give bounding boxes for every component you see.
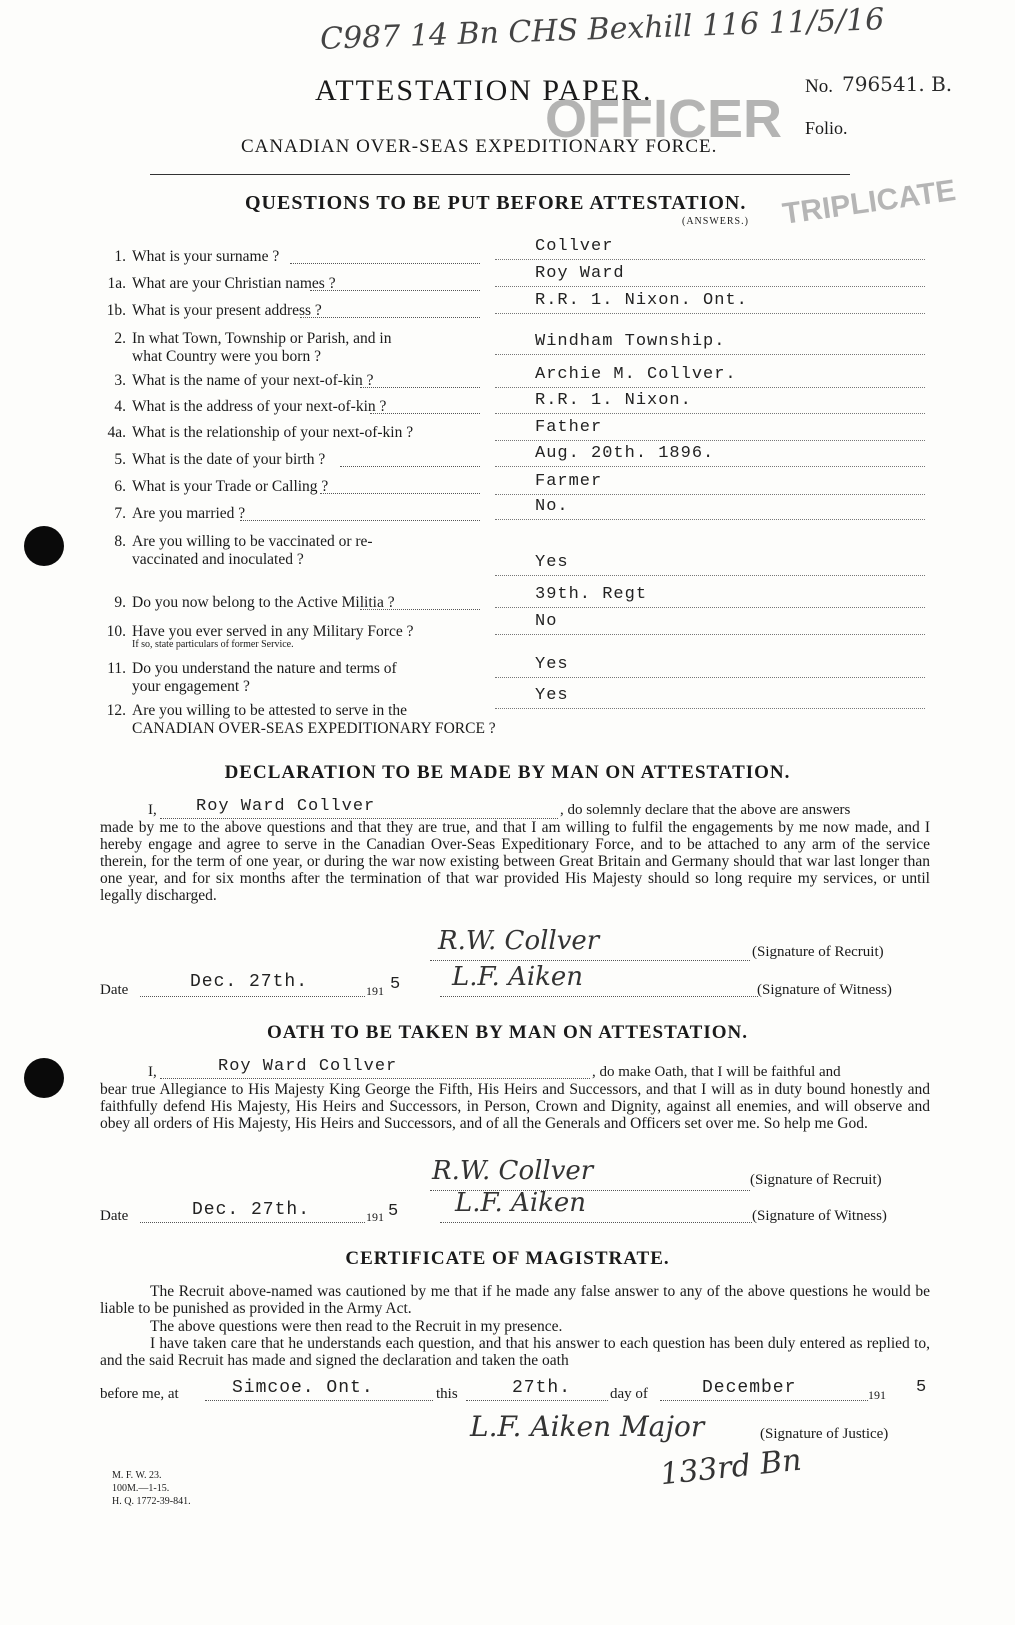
form-subtitle: CANADIAN OVER-SEAS EXPEDITIONARY FORCE. [241, 136, 718, 157]
certificate-heading: CERTIFICATE OF MAGISTRATE. [345, 1248, 670, 1269]
oath-name: Roy Ward Collver [218, 1057, 398, 1076]
answer-value: Yes [535, 686, 569, 705]
certificate-day: 27th. [512, 1378, 572, 1398]
dotted-line [320, 493, 480, 494]
top-handwritten-note: C987 14 Bn CHS Bexhill 116 11/5/16 [319, 2, 885, 57]
dotted-line [440, 996, 758, 997]
triplicate-stamp: TRIPLICATE [780, 174, 958, 231]
oath-recruit-signature: R.W. Collver [432, 1156, 594, 1186]
question-row [106, 330, 391, 366]
certificate-para-3: I have taken care that he understands each question, and that his answer to each question has been duly entered as replied to, and the said Recruit has made and signed the declaration and taken the oath [100, 1335, 930, 1369]
question-text: Are you willing to be vaccinated or re- [132, 533, 373, 550]
question-number: 1. [114, 248, 126, 265]
declaration-recruit-label: (Signature of Recruit) [752, 944, 884, 960]
question-row [106, 275, 336, 293]
declaration-date-label: Date [100, 982, 129, 998]
declaration-witness-label: (Signature of Witness) [757, 982, 892, 998]
answer-value: Windham Township. [535, 332, 726, 351]
question-row [106, 660, 397, 696]
answer-value: Collver [535, 237, 614, 256]
question-text: What is the relationship of your next-of-kin ? [132, 424, 414, 441]
dotted-line [310, 290, 480, 291]
dotted-line [140, 1222, 365, 1223]
question-text: Do you now belong to the Active Militia ? [132, 594, 395, 611]
declaration-year-suffix: 5 [390, 975, 402, 994]
answer-line [495, 440, 925, 441]
question-number: 9. [114, 594, 126, 611]
dotted-line [466, 1400, 608, 1401]
answer-line [495, 286, 925, 287]
question-text: Are you married ? [132, 505, 246, 522]
declaration-witness-signature: L.F. Aiken [452, 962, 584, 992]
question-row [106, 302, 322, 320]
questions-heading: QUESTIONS TO BE PUT BEFORE ATTESTATION. [245, 192, 747, 214]
question-text-continued: If so, state particulars of former Service. [132, 639, 294, 650]
certificate-place: Simcoe. Ont. [232, 1378, 374, 1398]
question-row [106, 478, 328, 496]
declaration-date-value: Dec. 27th. [190, 972, 309, 992]
dotted-line [370, 413, 480, 414]
punch-hole [24, 1058, 64, 1098]
dotted-line [360, 387, 480, 388]
answer-value: Farmer [535, 472, 603, 491]
declaration-name: Roy Ward Collver [196, 797, 376, 816]
question-number: 4. [114, 398, 126, 415]
answer-line [495, 607, 925, 608]
unit-note: 133rd Bn [658, 1442, 804, 1493]
question-number: 6. [114, 478, 126, 495]
oath-heading: OATH TO BE TAKEN BY MAN ON ATTESTATION. [266, 1022, 749, 1043]
justice-label: (Signature of Justice) [760, 1426, 889, 1442]
answer-value: Yes [535, 553, 569, 572]
question-text: What is your present address ? [132, 302, 322, 319]
answer-line [495, 259, 925, 260]
answer-value: Archie M. Collver. [535, 365, 737, 384]
question-number: 7. [114, 505, 126, 522]
question-text: What is your Trade or Calling ? [132, 478, 329, 495]
answer-value: R.R. 1. Nixon. Ont. [535, 291, 748, 310]
question-row [106, 533, 373, 569]
answer-line [495, 413, 925, 414]
oath-witness-signature: L.F. Aiken [455, 1188, 587, 1218]
dotted-line [300, 317, 480, 318]
question-number: 10. [106, 623, 126, 640]
answers-label: (ANSWERS.) [682, 216, 749, 227]
dotted-line [440, 1222, 752, 1223]
certificate-year-suffix: 5 [916, 1378, 928, 1397]
question-text: What is your surname ? [132, 248, 280, 265]
question-row [106, 451, 325, 469]
answer-line [495, 519, 925, 520]
day-of-label: day of [610, 1386, 648, 1402]
question-text-continued: CANADIAN OVER-SEAS EXPEDITIONARY FORCE ? [132, 720, 496, 737]
form-code: 100M.—1-15. [112, 1483, 170, 1494]
question-row [106, 623, 413, 650]
question-row [106, 372, 373, 390]
oath-year-prefix: 191 [366, 1210, 384, 1224]
question-text: What is the address of your next-of-kin ? [132, 398, 387, 415]
question-row [106, 424, 413, 442]
answer-line [495, 313, 925, 314]
dotted-line [660, 1400, 868, 1401]
folio-label: Folio. [805, 118, 848, 138]
question-text-continued: your engagement ? [132, 678, 250, 695]
declaration-heading: DECLARATION TO BE MADE BY MAN ON ATTESTATION. [224, 762, 791, 783]
punch-hole [24, 526, 64, 566]
form-title: ATTESTATION PAPER. [315, 74, 653, 107]
answer-line [495, 575, 925, 576]
this-label: this [436, 1386, 458, 1402]
question-number: 1a. [107, 275, 126, 292]
number-value: 796541. B. [842, 72, 953, 96]
answer-line [495, 634, 925, 635]
answer-value: No [535, 612, 558, 631]
dotted-line [430, 960, 750, 961]
question-text: Have you ever served in any Military Force ? [132, 623, 414, 640]
question-row [106, 505, 245, 523]
declaration-year-prefix: 191 [366, 984, 384, 998]
answer-value: R.R. 1. Nixon. [535, 391, 692, 410]
dotted-line [240, 520, 480, 521]
answer-line [495, 708, 925, 709]
dotted-line [205, 1400, 433, 1401]
divider [150, 174, 850, 175]
certificate-para-1: The Recruit above-named was cautioned by me that if he made any false answer to any of the above questions he would be liable to be punished as provided in the Army Act. [100, 1283, 930, 1317]
oath-witness-label: (Signature of Witness) [752, 1208, 887, 1224]
answer-value: Roy Ward [535, 264, 625, 283]
before-me-label: before me, at [100, 1386, 179, 1402]
declaration-recruit-signature: R.W. Collver [438, 926, 600, 956]
answer-line [495, 466, 925, 467]
oath-date-value: Dec. 27th. [192, 1200, 311, 1220]
number-label: No. [805, 76, 833, 97]
question-text: Do you understand the nature and terms of [132, 660, 397, 677]
answer-value: Aug. 20th. 1896. [535, 444, 715, 463]
dotted-line [290, 263, 480, 264]
dotted-line [160, 1078, 590, 1079]
question-number: 11. [107, 660, 126, 677]
question-text: What are your Christian names ? [132, 275, 336, 292]
oath-date-label: Date [100, 1208, 129, 1224]
certificate-month: December [702, 1378, 797, 1398]
oath-recruit-label: (Signature of Recruit) [750, 1172, 882, 1188]
officer-stamp: OFFICER [545, 89, 782, 149]
answer-line [495, 677, 925, 678]
question-number: 4a. [107, 424, 126, 441]
declaration-body: made by me to the above questions and that they are true, and that I am willing to fulfil the engagements by me now made, and I hereby engage and agree to serve in the Canadian Over-Seas Expeditionary Force, and to be attached to any arm of the service therein, for the term of one year, or during the war now existing between Great Britain and Germany should that war last longer than one year, and for six months after the termination of that war provided His Majesty should so long require my services, or until legally discharged. [100, 819, 930, 904]
question-text: Are you willing to be attested to serve in the [132, 702, 408, 719]
dotted-line [360, 609, 480, 610]
justice-signature: L.F. Aiken Major [470, 1410, 705, 1443]
declaration-lead: , do solemnly declare that the above are answers [560, 802, 851, 818]
form-code: M. F. W. 23. [112, 1470, 162, 1481]
question-row [106, 248, 279, 266]
question-number: 3. [114, 372, 126, 389]
answer-line [495, 494, 925, 495]
question-number: 8. [114, 533, 126, 550]
answer-value: No. [535, 497, 569, 516]
oath-lead: , do make Oath, that I will be faithful and [592, 1064, 841, 1080]
answer-value: Father [535, 418, 603, 437]
dotted-line [340, 466, 480, 467]
question-text-continued: what Country were you born ? [132, 348, 321, 365]
oath-prefix: I, [148, 1064, 157, 1080]
declaration-prefix: I, [148, 802, 157, 818]
certificate-year-prefix: 191 [868, 1388, 886, 1402]
question-text-continued: vaccinated and inoculated ? [132, 551, 304, 568]
oath-body: bear true Allegiance to His Majesty King George the Fifth, His Heirs and Successors, and that I will as in duty bound honestly and faithfully defend His Majesty, His Heirs and Successors, in Person, Crown and Dignity, against all enemies, and will observe and obey all orders of His Majesty, His Heirs and Successors, and of all the Generals and Officers set over me. So help me God. [100, 1081, 930, 1132]
question-row [106, 398, 386, 416]
dotted-line [140, 996, 365, 997]
answer-value: 39th. Regt [535, 585, 648, 604]
question-text: In what Town, Township or Parish, and in [132, 330, 392, 347]
question-row [106, 702, 496, 738]
certificate-para-2: The above questions were then read to the Recruit in my presence. [150, 1318, 563, 1335]
question-number: 12. [106, 702, 126, 719]
question-row [106, 594, 395, 612]
answer-value: Yes [535, 655, 569, 674]
question-text: What is the date of your birth ? [132, 451, 326, 468]
answer-line [495, 354, 925, 355]
question-text: What is the name of your next-of-kin ? [132, 372, 374, 389]
answer-line [495, 387, 925, 388]
question-number: 1b. [106, 302, 126, 319]
oath-year-suffix: 5 [388, 1202, 400, 1221]
form-code: H. Q. 1772-39-841. [112, 1496, 191, 1507]
question-number: 2. [114, 330, 126, 347]
question-number: 5. [114, 451, 126, 468]
